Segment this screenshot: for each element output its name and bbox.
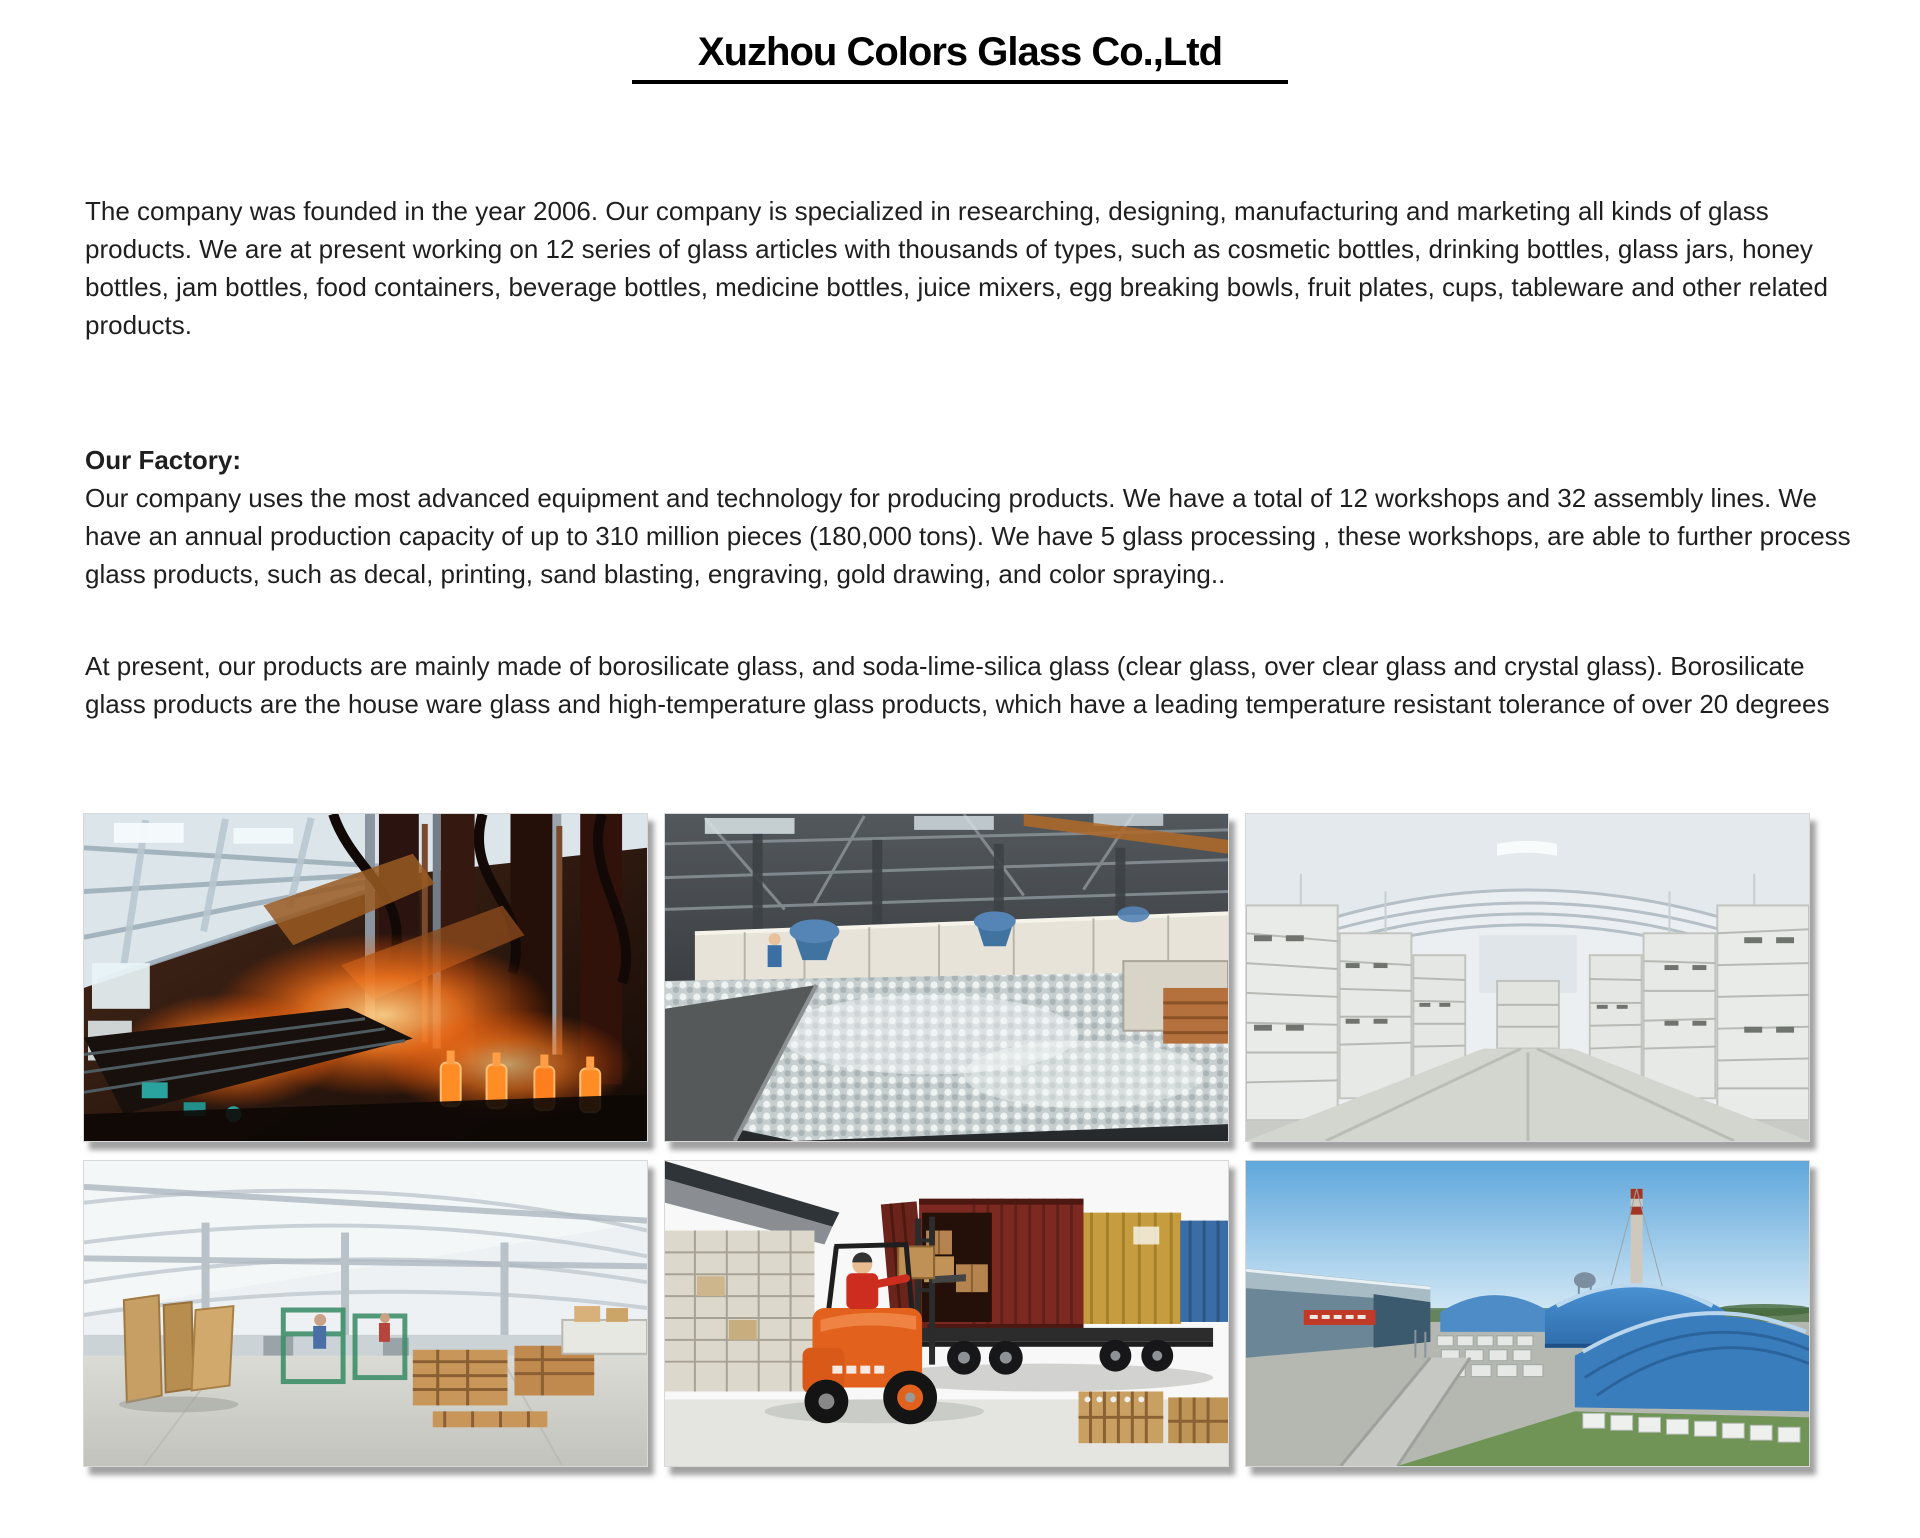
production-line-photo xyxy=(84,814,647,1141)
warehouse-pallets-photo xyxy=(1246,814,1809,1141)
intro-paragraph: The company was founded in the year 2006. Our company is specialized in researching, designing, manufacturing and marketing all kinds of glass products. We are at present working on 12 series of glass articles with thousands of types, such as cosmetic bottles, drinking bottles, glass jars, honey bottles, jam bottles, food containers, beverage bottles, medicine bottles, juice mixers, egg breaking bowls, fruit plates, cups, tableware and other related products. xyxy=(85,196,1828,340)
factory-paragraph: Our company uses the most advanced equipment and technology for producing products. We have a total of 12 workshops and 32 assembly lines. We have an annual production capacity of up to 310 million pieces (180,000 tons). We have 5 glass processing , these workshops, are able to further process glass products, such as decal, printing, sand blasting, engraving, gold drawing, and color spraying.. xyxy=(85,483,1851,589)
title-wrap xyxy=(0,30,1920,84)
materials-paragraph: At present, our products are mainly made of borosilicate glass, and soda-lime-silica glass (clear glass, over clear glass and crystal glass). Borosilicate glass products are the house ware glass and high-temperature glass products, which have a leading temperature resistant tolerance of over 20 degrees xyxy=(85,651,1830,719)
photo-forklift-loading xyxy=(664,1160,1229,1467)
factory-yard-photo xyxy=(1246,1161,1809,1466)
photo-factory-yard xyxy=(1245,1160,1810,1467)
photo-warehouse-pallets xyxy=(1245,813,1810,1142)
photo-packing-area xyxy=(83,1160,648,1467)
photo-jars-workshop xyxy=(664,813,1229,1142)
packing-area-photo xyxy=(84,1161,647,1466)
forklift-loading-photo xyxy=(665,1161,1228,1466)
page-title: Xuzhou Colors Glass Co.,Ltd xyxy=(632,30,1288,84)
factory-section-heading: Our Factory: xyxy=(85,445,242,475)
photo-production-line xyxy=(83,813,648,1142)
jars-workshop-photo xyxy=(665,814,1228,1141)
factory-section xyxy=(85,441,1870,593)
